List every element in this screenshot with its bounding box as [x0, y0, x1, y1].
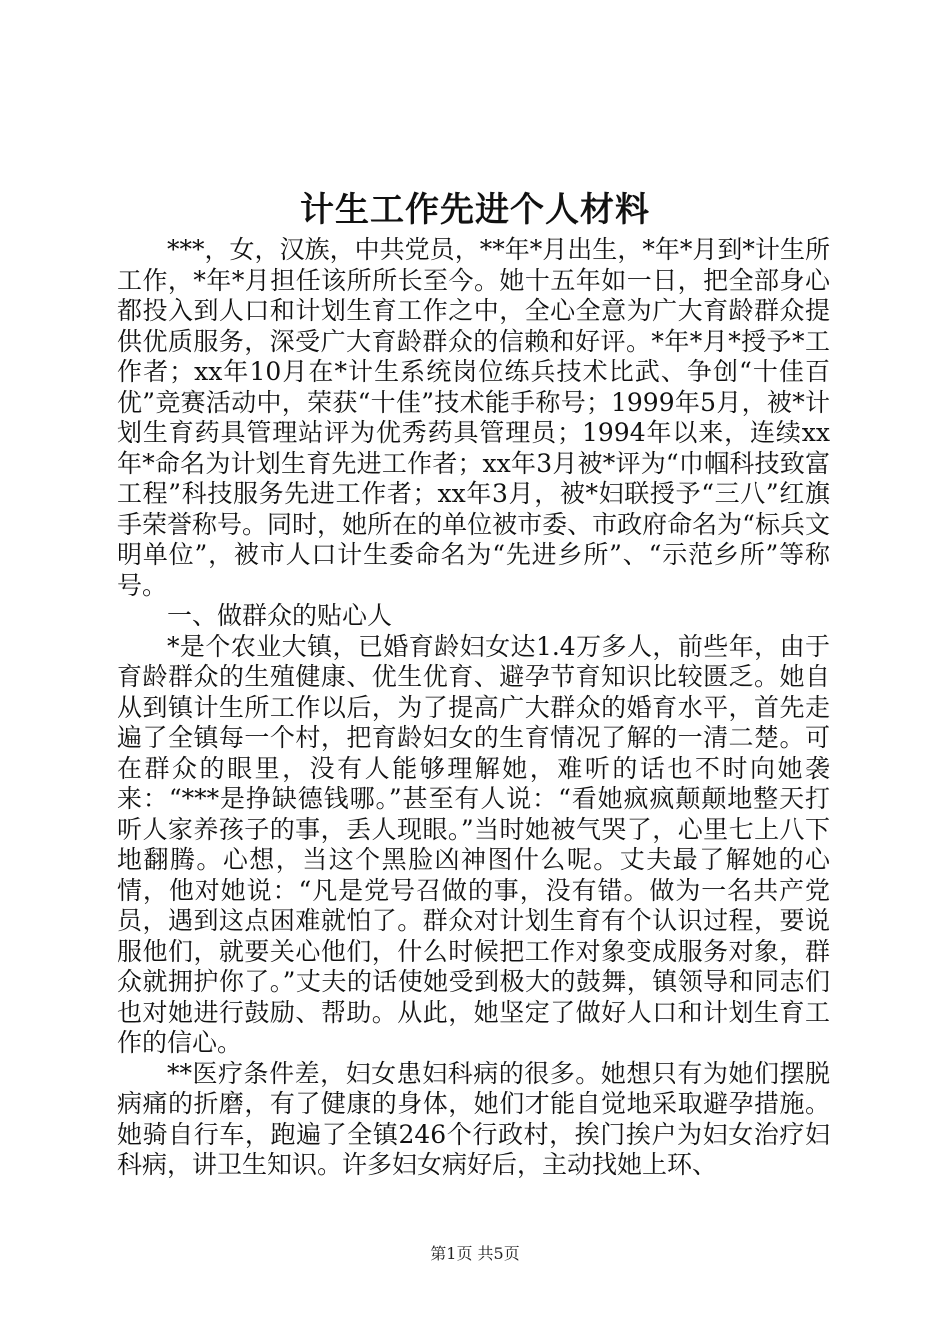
paragraph-section-2: **医疗条件差，妇女患妇科病的很多。她想只有为她们摆脱病痛的折磨，有了健康的身体，她们才能自觉地采取避孕措施。她骑自行车，跑遍了全镇246个行政村，挨门挨户为妇女治疗妇科病，讲卫生知识。许多妇女病好后，主动找她上环、 — [117, 1058, 830, 1179]
document-title: 计生工作先进个人材料 — [300, 190, 650, 230]
section-heading: 一、做群众的贴心人 — [167, 601, 393, 630]
paragraph-intro: ***，女，汉族，中共党员，**年*月出生，*年*月到*计生所工作，*年*月担任该所所长至今。她十五年如一日，把全部身心都投入到人口和计划生育工作之中，全心全意为广大育龄群众提供优质服务，深受广大育龄群众的信赖和好评。*年*月*授予*工作者；xx年10月在*计生系统岗位练兵技术比武、争创“十佳百优”竞赛活动中，荣获“十佳”技术能手称号；1999年5月，被*计划生育药具管理站评为优秀药具管理员；1994年以来，连续xx年*命名为计划生育先进工作者；xx年3月被*评为“巾帼科技致富工程”科技服务先进工作者；xx年3月，被*妇联授予“三八”红旗手荣誉称号。同时，她所在的单位被市委、市政府命名为“标兵文明单位”，被市人口计生委命名为“先进乡所”、“示范乡所”等称号。 — [117, 235, 830, 600]
page-footer: 第1页 共5页 — [430, 1244, 520, 1263]
paragraph-section-1: *是个农业大镇，已婚育龄妇女达1.4万多人，前些年，由于育龄群众的生殖健康、优生优育、避孕节育知识比较匮乏。她自从到镇计生所工作以后，为了提高广大群众的婚育水平，首先走遍了全镇每一个村，把育龄妇女的生育情况了解的一清二楚。可在群众的眼里，没有人能够理解她，难听的话也不时向她袭来：“***是挣缺德钱哪。”甚至有人说：“看她疯疯颠颠地整天打听人家养孩子的事，丢人现眼。”当时她被气哭了，心里七上八下地翻腾。心想，当这个黑脸凶神图什么呢。丈夫最了解她的心情，他对她说：“凡是党号召做的事，没有错。做为一名共产党员，遇到这点困难就怕了。群众对计划生育有个认识过程，要说服他们，就要关心他们，什么时候把工作对象变成服务对象，群众就拥护你了。”丈夫的话使她受到极大的鼓舞，镇领导和同志们也对她进行鼓励、帮助。从此，她坚定了做好人口和计划生育工作的信心。 — [117, 631, 830, 1057]
document-body — [117, 235, 830, 1181]
